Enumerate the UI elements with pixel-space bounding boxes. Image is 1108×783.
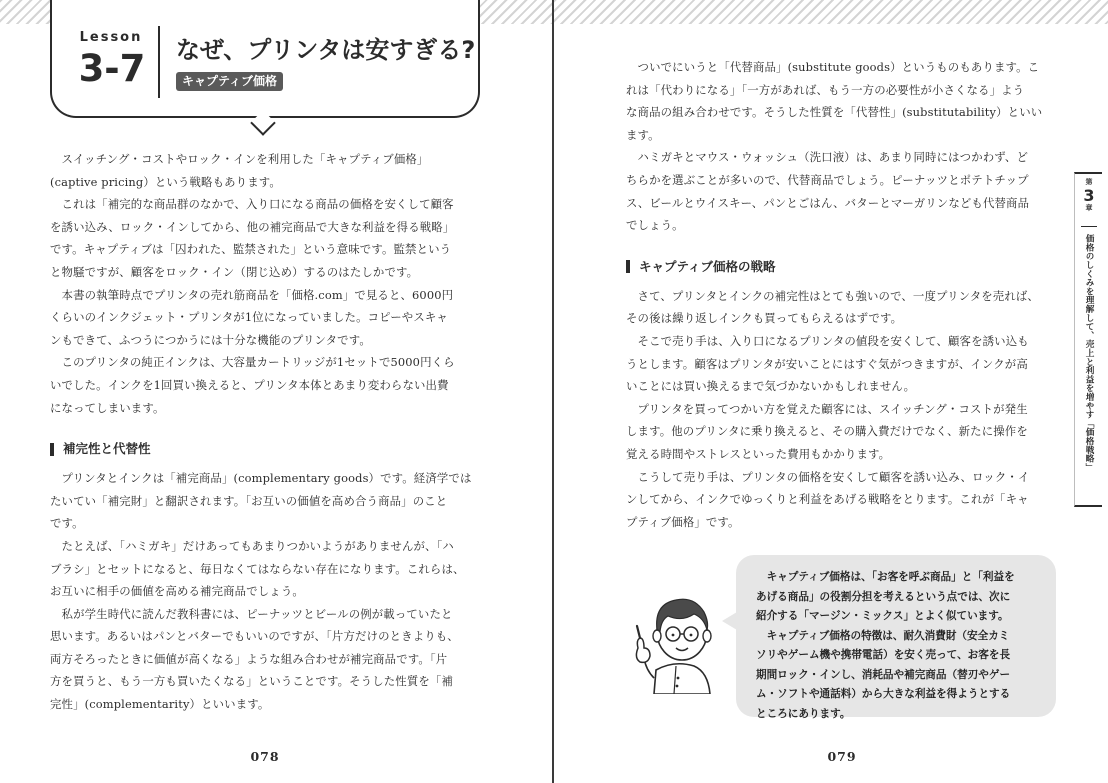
text-line: ハミガキとマウス・ウォッシュ（洗口液）は、あまり同時にはつかわず、ど	[626, 150, 1028, 165]
lesson-header	[50, 0, 480, 118]
chapter-number: 3	[1083, 186, 1095, 205]
text-line: お互いに相手の価値を高める補完商品でしょう。	[50, 584, 304, 599]
top-hatch-band	[554, 0, 1108, 24]
spacer	[50, 419, 482, 435]
text-line: れは「代わりになる」「一方があれば、もう一方の必要性が小さくなる」よう	[626, 82, 1025, 97]
left-body-text	[50, 148, 482, 716]
callout-line: ム・ソフトや通話料）から大きな利益を得ようとする	[756, 688, 1011, 700]
chapter-title: 価格のしくみを理解して、売上と利益を増やす「価格戦略」	[1084, 234, 1094, 472]
header-divider	[158, 26, 160, 98]
text-line: 覚える時間やストレスといった費用もかかります。	[626, 446, 891, 461]
paragraph-group	[50, 148, 482, 419]
lesson-label: Lesson	[79, 30, 143, 45]
chapter-prefix: 第	[1085, 178, 1093, 186]
text-line: 両方そろったときに価値が高くなる」ような組み合わせが補完商品です。「片	[50, 651, 448, 666]
spacer	[626, 237, 1062, 253]
text-line: プリンタを買ってつかい方を覚えた顧客には、スイッチング・コストが発生	[626, 401, 1028, 416]
heading-marker-icon	[626, 260, 630, 273]
text-line: 完性」(complementarity）といいます。	[50, 697, 270, 712]
text-line: (captive pricing）という戦略もあります。	[50, 174, 281, 189]
text-line: です。	[50, 516, 84, 531]
text-line: こうして売り手は、プリンタの価格を安くして顧客を誘い込み、ロック・イ	[626, 469, 1030, 484]
paragraph-group	[626, 56, 1062, 237]
text-line: します。他のプリンタに乗り換えると、その購入費だけでなく、新たに操作を	[626, 424, 1028, 439]
right-body-text	[626, 56, 1062, 533]
text-line: ブラシ」とセットになると、毎日なくてはならない存在になります。これらは、	[50, 561, 465, 576]
text-line: 私が学生時代に読んだ教科書には、ピーナッツとビールの例が載っていたと	[50, 606, 453, 621]
lesson-title: なぜ、プリンタは安すぎる?	[176, 36, 476, 64]
text-line: になってしまいます。	[50, 400, 165, 415]
text-line: いでした。インクを1回買い換えると、プリンタ本体とあまり変わらない出費	[50, 377, 449, 392]
text-line: です。キャプティブは「囚われた、監禁された」という意味です。監禁という	[50, 242, 452, 257]
callout-line: 期間ロック・インし、消耗品や補完商品（替刃やゲー	[756, 668, 1011, 681]
left-page	[0, 0, 553, 783]
page-number-left: 078	[250, 749, 280, 764]
text-line: を誘い込み、ロック・インしてから、他の補完商品で大きな利益を得る戦略」	[50, 219, 455, 234]
section-heading-text: キャプティブ価格の戦略	[639, 258, 776, 274]
lesson-number: 3-7	[78, 47, 146, 90]
chapter-tab	[1074, 172, 1102, 507]
text-line: ス、ビールとウイスキー、パンとごはん、バターとマーガリンなども代替商品	[626, 195, 1030, 210]
callout-line: 紹介する「マージン・ミックス」とよく似ています。	[756, 610, 1009, 622]
callout-line: キャプティブ価格は、「お客を呼ぶ商品」と「利益を	[756, 571, 1015, 583]
callout-line: ソリやゲーム機や携帯電話）を安く売って、お客を長	[756, 649, 1011, 661]
section-heading-text: 補完性と代替性	[63, 441, 151, 457]
text-line: さて、プリンタとインクの補完性はとても強いので、一度プリンタを売れば、	[626, 288, 1039, 303]
text-line: ンしてから、インクでゆっくりと利益をあげる戦略をとります。これが「キャ	[626, 492, 1029, 507]
text-line: プティブ価格」です。	[626, 514, 740, 529]
text-line: このプリンタの純正インクは、大容量カートリッジが1セットで5000円くら	[50, 355, 455, 370]
text-line: な商品の組み合わせです。そうした性質を「代替性」(substitutability）といい	[626, 105, 1043, 120]
section-heading	[50, 435, 482, 463]
paragraph-group	[626, 285, 1062, 534]
callout-line: あげる商品」の役割分担を考えるという点では、次に	[756, 590, 1011, 603]
callout-text	[756, 568, 1044, 724]
text-line: くらいのインクジェット・プリンタが1位になっていました。コピーやスキャ	[50, 310, 448, 325]
text-line: たいてい「補完財」と翻訳されます。「お互いの価値を高め合う商品」のこと	[50, 493, 448, 508]
text-line: その後は繰り返しインクも買ってもらえるはずです。	[626, 311, 903, 326]
professor-mascot-icon	[624, 582, 726, 694]
text-line: スイッチング・コストやロック・インを利用した「キャプティブ価格」	[50, 152, 429, 166]
callout-line: ところにあります。	[756, 707, 851, 720]
section-heading	[626, 253, 1062, 281]
text-line: たとえば、「ハミガキ」だけあってもあまりつかいようがありませんが、「ハ	[50, 538, 454, 553]
text-line: ンもできて、ふつうにつかうには十分な機能のプリンタです。	[50, 332, 371, 347]
text-line: プリンタとインクは「補完商品」(complementary goods）です。経済学では	[50, 471, 472, 486]
callout-tail	[722, 612, 737, 630]
page-number-right: 079	[827, 749, 857, 764]
text-line: いことには買い換えるまで気づかないかもしれません。	[626, 379, 916, 394]
speech-callout	[736, 555, 1056, 720]
chapter-suffix: 章	[1085, 204, 1093, 212]
text-line: 方を買うと、もう一方も買いたくなる」ということです。そうした性質を「補	[50, 674, 454, 689]
text-line: ついでにいうと「代替商品」(substitute goods）というものもあります。こ	[626, 60, 1040, 74]
text-line: うとします。顧客はプリンタが安いことにはすぐ気がつきますが、インクが高	[626, 356, 1028, 371]
chapter-marker	[1075, 178, 1103, 213]
callout-line: キャプティブ価格の特徴は、耐久消費財（安全カミ	[756, 629, 1010, 642]
text-line: と物騒ですが、顧客をロック・イン（閉じ込め）するのはたしかです。	[50, 264, 419, 279]
text-line: でしょう。	[626, 218, 684, 233]
text-line: これは「補完的な商品群のなかで、入り口になる商品の価格を安くして顧客	[50, 197, 454, 212]
heading-marker-icon	[50, 443, 54, 456]
text-line: ます。	[626, 127, 660, 142]
text-line: 思います。あるいはパンとバターでもいいのですが、「片方だけのときよりも、	[50, 629, 459, 644]
text-line: そこで売り手は、入り口になるプリンタの値段を安くして、顧客を誘い込も	[626, 333, 1029, 348]
paragraph-group	[50, 467, 482, 716]
chapter-divider	[1081, 226, 1097, 227]
lesson-subtitle-tag: キャプティブ価格	[176, 72, 283, 91]
text-line: 本書の執筆時点でプリンタの売れ筋商品を「価格.com」で見ると、6000円	[50, 287, 454, 302]
text-line: ちらかを選ぶことが多いので、代替商品でしょう。ピーナッツとポテトチップ	[626, 172, 1029, 187]
